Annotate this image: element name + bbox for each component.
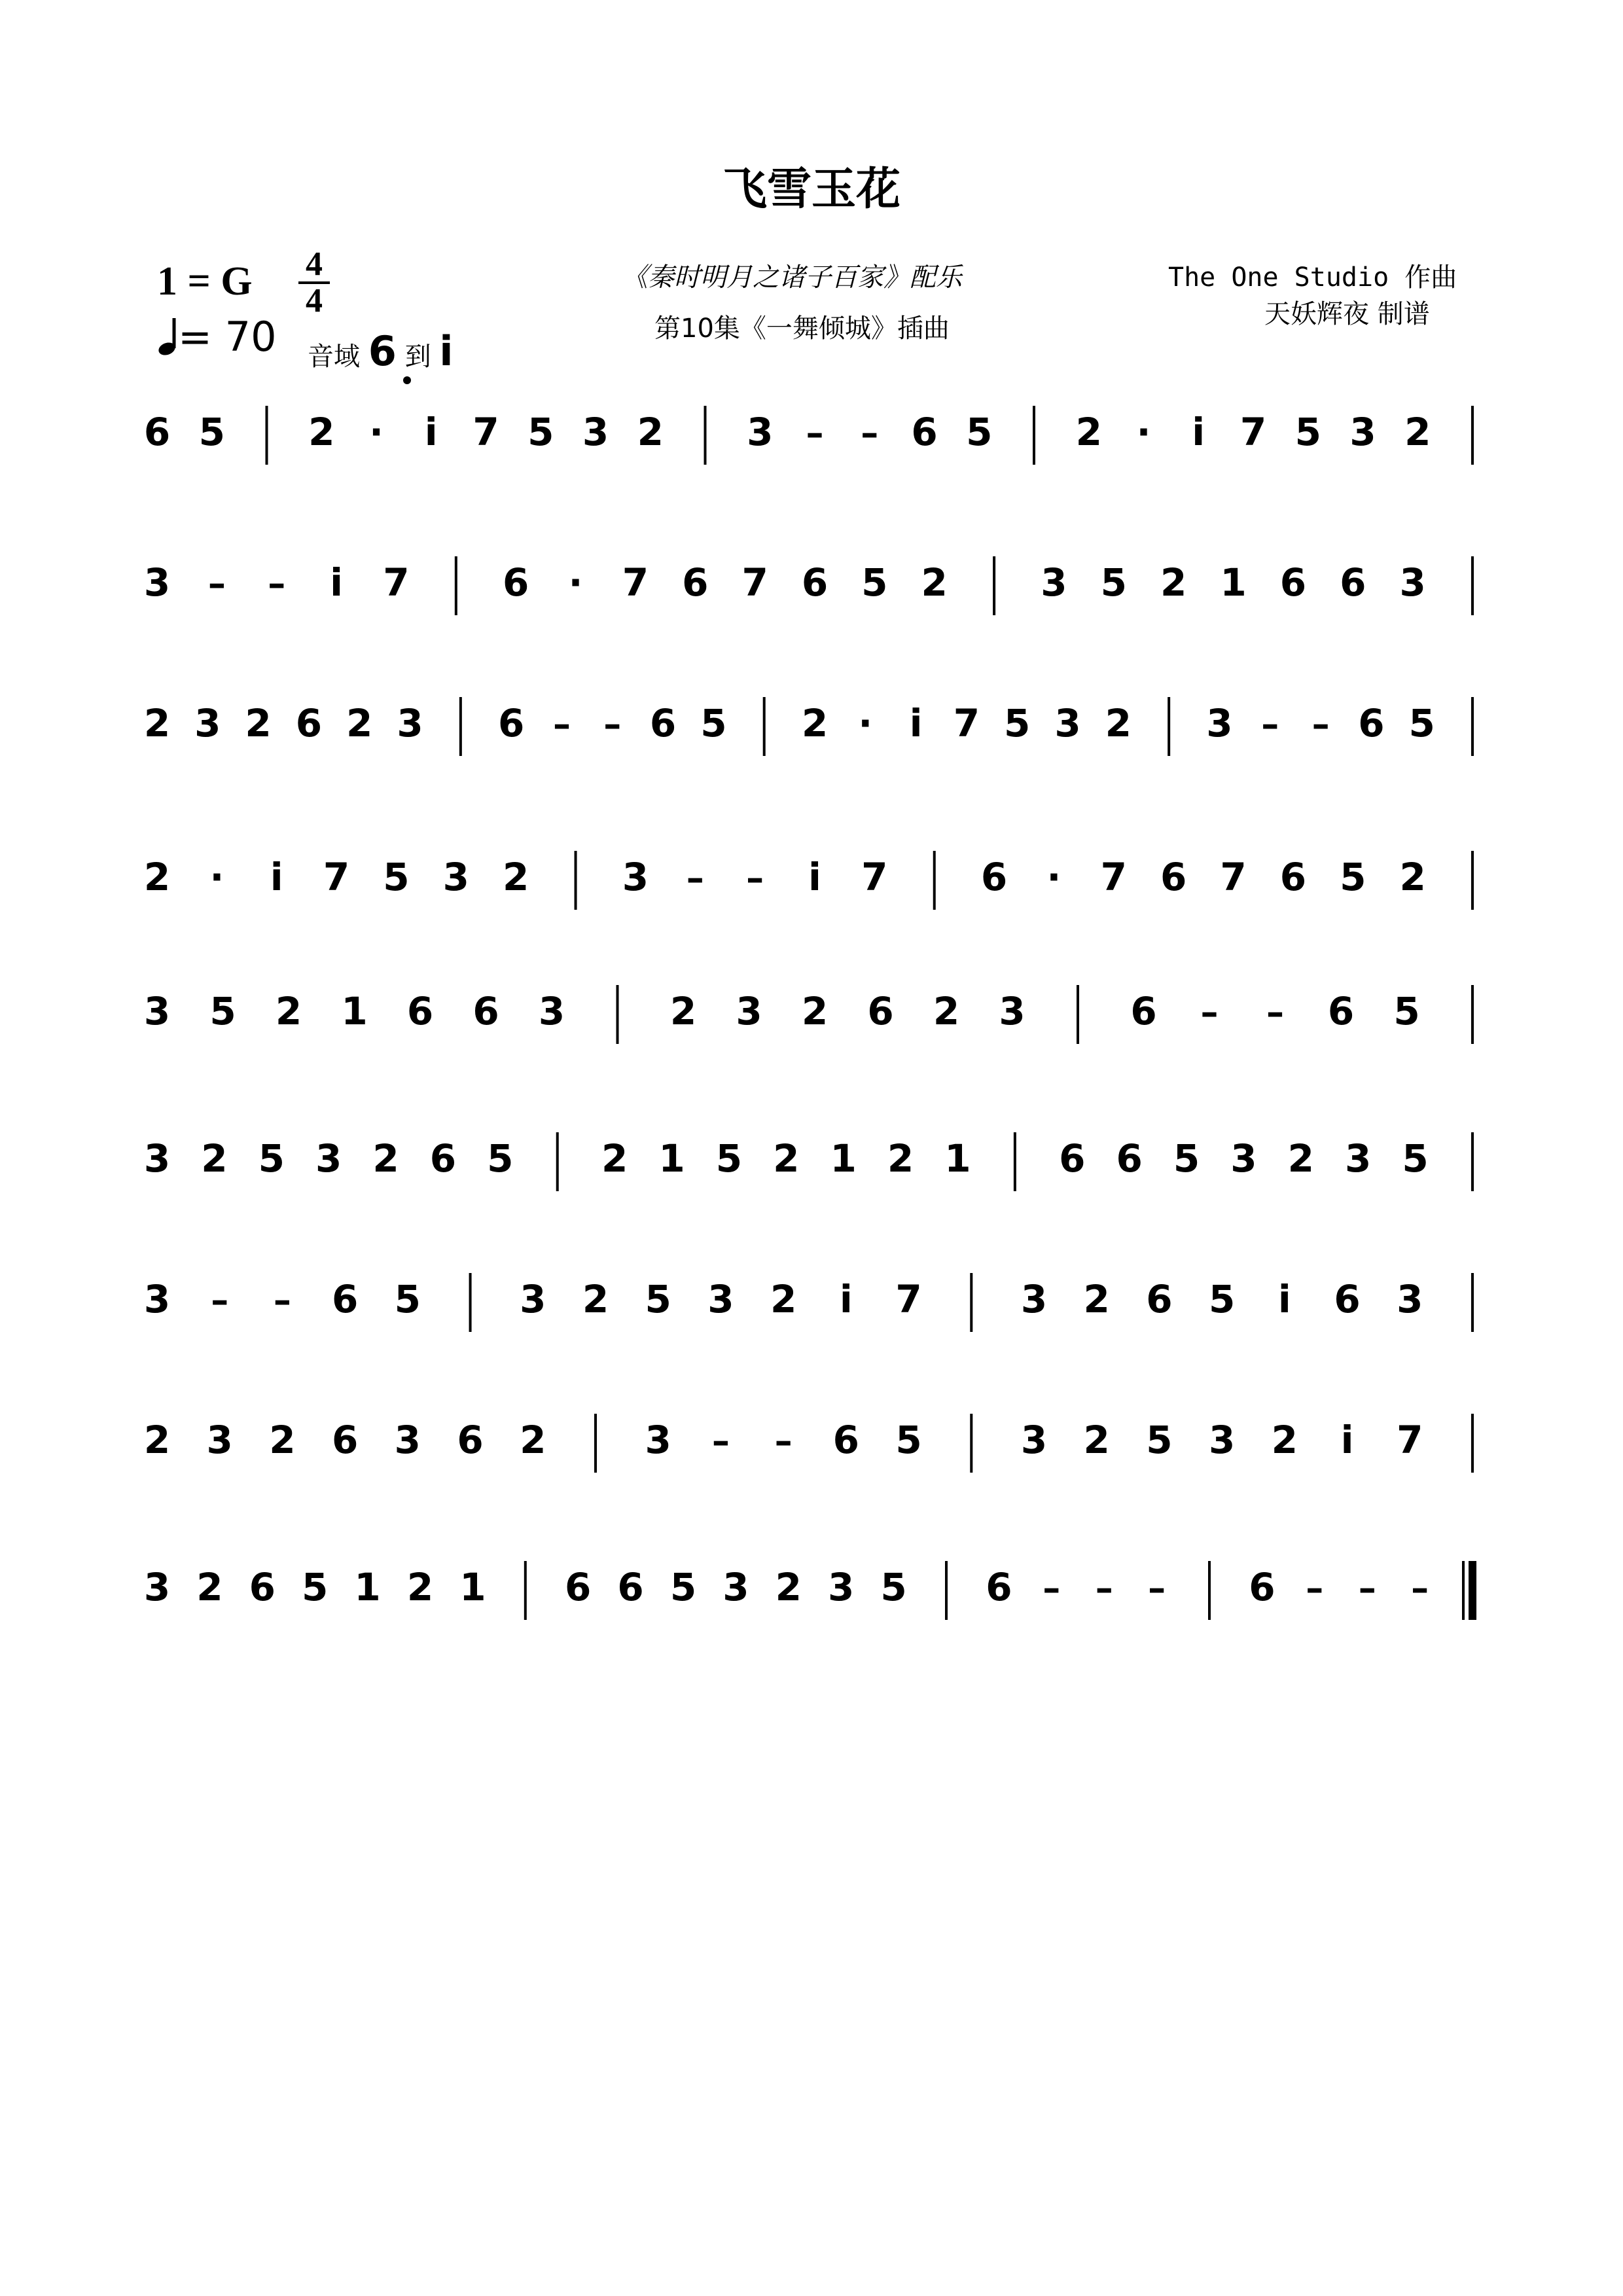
note: 6 bbox=[801, 560, 829, 605]
source-line-2: 第10集《一舞倾城》插曲 bbox=[654, 314, 950, 344]
note: 6 bbox=[911, 410, 938, 454]
note: 3 bbox=[315, 1136, 342, 1181]
note: 6 bbox=[986, 1565, 1012, 1609]
dash-sustain: – bbox=[686, 857, 704, 899]
dash-sustain: – bbox=[1200, 992, 1219, 1033]
dash-sustain: – bbox=[1311, 704, 1330, 745]
note: i bbox=[808, 855, 821, 899]
dash-sustain: – bbox=[1266, 992, 1284, 1033]
note: 3 bbox=[1349, 410, 1376, 454]
note: 1 bbox=[658, 1136, 685, 1181]
note: 5 bbox=[1294, 410, 1321, 454]
note: 2 bbox=[637, 410, 664, 454]
note: 6 bbox=[1327, 989, 1355, 1033]
note: 1 bbox=[341, 989, 368, 1033]
note: 2 bbox=[775, 1565, 802, 1609]
dash-sustain: – bbox=[211, 1280, 229, 1321]
note: i bbox=[1277, 1277, 1291, 1321]
note: 7 bbox=[741, 560, 768, 605]
note: 5 bbox=[1173, 1136, 1200, 1181]
source-line-1: 《秦时明月之诸子百家》配乐 bbox=[622, 262, 962, 293]
note: 5 bbox=[700, 701, 727, 745]
note: 2 bbox=[201, 1136, 228, 1181]
note: 2 bbox=[773, 1136, 800, 1181]
dash-sustain: – bbox=[1358, 1568, 1376, 1609]
note: 5 bbox=[527, 410, 554, 454]
time-signature-numerator: 4 bbox=[306, 245, 323, 283]
augmentation-dot: · bbox=[568, 560, 583, 605]
note: 6 bbox=[1059, 1136, 1086, 1181]
note: 3 bbox=[1206, 701, 1233, 745]
augmentation-dot: · bbox=[209, 855, 224, 899]
note: 3 bbox=[397, 701, 423, 745]
note: i bbox=[1340, 1418, 1354, 1462]
note: 2 bbox=[601, 1136, 628, 1181]
dash-sustain: – bbox=[711, 1420, 730, 1462]
note: 6 bbox=[1160, 855, 1187, 899]
page-title: 飞雪玉花 bbox=[722, 164, 901, 215]
arranger-credit: 天妖辉夜 制谱 bbox=[1264, 299, 1430, 329]
note: 7 bbox=[1100, 855, 1127, 899]
note: 6 bbox=[565, 1565, 592, 1609]
note: i bbox=[909, 701, 923, 745]
note: 5 bbox=[258, 1136, 285, 1181]
note: 6 bbox=[649, 701, 677, 745]
note: 5 bbox=[715, 1136, 743, 1181]
note: 3 bbox=[747, 410, 774, 454]
note: 5 bbox=[1004, 701, 1031, 745]
note: 3 bbox=[394, 1418, 421, 1462]
note: 6 bbox=[429, 1136, 457, 1181]
note: 3 bbox=[736, 989, 762, 1033]
augmentation-dot: · bbox=[368, 410, 384, 454]
augmentation-dot: · bbox=[1046, 855, 1061, 899]
note: 6 bbox=[473, 989, 499, 1033]
dash-sustain: – bbox=[268, 563, 286, 604]
note: 2 bbox=[1399, 855, 1426, 899]
note: 3 bbox=[143, 1565, 171, 1609]
note: 2 bbox=[1083, 1418, 1110, 1462]
note: 3 bbox=[582, 410, 609, 454]
note: 6 bbox=[1279, 560, 1307, 605]
note: 6 bbox=[1340, 560, 1366, 605]
note: 6 bbox=[867, 989, 894, 1033]
note: 3 bbox=[538, 989, 565, 1033]
note: i bbox=[839, 1277, 853, 1321]
note: 2 bbox=[933, 989, 960, 1033]
note: 3 bbox=[1230, 1136, 1257, 1181]
note: 2 bbox=[372, 1136, 399, 1181]
note: 2 bbox=[269, 1418, 296, 1462]
note: 7 bbox=[861, 855, 888, 899]
note: 6 bbox=[832, 1418, 860, 1462]
note: 7 bbox=[1220, 855, 1247, 899]
note: i bbox=[1192, 410, 1205, 454]
dash-sustain: – bbox=[1043, 1568, 1061, 1609]
note: 6 bbox=[1146, 1277, 1173, 1321]
note: 3 bbox=[722, 1565, 749, 1609]
note: 7 bbox=[1240, 410, 1267, 454]
note: 3 bbox=[707, 1277, 734, 1321]
dash-sustain: – bbox=[746, 857, 764, 899]
note: 5 bbox=[1402, 1136, 1429, 1181]
note: 6 bbox=[1130, 989, 1157, 1033]
dash-sustain: – bbox=[603, 704, 622, 745]
note: 2 bbox=[1075, 410, 1102, 454]
note: 5 bbox=[1340, 855, 1366, 899]
note: 6 bbox=[1249, 1565, 1275, 1609]
dash-sustain: – bbox=[1095, 1568, 1113, 1609]
time-signature-denominator: 4 bbox=[306, 282, 323, 319]
composer-credit: The One Studio 作曲 bbox=[1168, 262, 1457, 293]
note: 7 bbox=[953, 701, 980, 745]
note: 3 bbox=[1397, 1277, 1423, 1321]
dash-sustain: – bbox=[861, 412, 879, 454]
note: 2 bbox=[921, 560, 948, 605]
note: 2 bbox=[669, 989, 697, 1033]
note: 6 bbox=[682, 560, 709, 605]
dash-sustain: – bbox=[273, 1280, 291, 1321]
note: 2 bbox=[275, 989, 302, 1033]
note: 6 bbox=[1116, 1136, 1143, 1181]
note: 6 bbox=[1279, 855, 1307, 899]
note: 5 bbox=[1146, 1418, 1173, 1462]
key-signature: 1 = G bbox=[157, 259, 253, 304]
note: 2 bbox=[582, 1277, 609, 1321]
note: 5 bbox=[394, 1277, 421, 1321]
note: 5 bbox=[645, 1277, 671, 1321]
dash-sustain: – bbox=[774, 1420, 793, 1462]
note: 2 bbox=[1160, 560, 1187, 605]
note: 6 bbox=[331, 1418, 359, 1462]
note: 3 bbox=[143, 989, 171, 1033]
note: 2 bbox=[520, 1418, 546, 1462]
note: 6 bbox=[1358, 701, 1385, 745]
note: 3 bbox=[520, 1277, 546, 1321]
note: 3 bbox=[442, 855, 469, 899]
dash-sustain: – bbox=[1411, 1568, 1429, 1609]
note: 2 bbox=[1404, 410, 1431, 454]
note: 5 bbox=[383, 855, 410, 899]
note: 2 bbox=[143, 701, 171, 745]
note: 5 bbox=[302, 1565, 329, 1609]
note: 2 bbox=[346, 701, 373, 745]
note: 5 bbox=[1100, 560, 1127, 605]
note: 6 bbox=[1334, 1277, 1361, 1321]
note: 6 bbox=[143, 410, 171, 454]
dash-sustain: – bbox=[552, 704, 571, 745]
note: 6 bbox=[617, 1565, 644, 1609]
note: 2 bbox=[503, 855, 529, 899]
note: 6 bbox=[503, 560, 529, 605]
note: 6 bbox=[980, 855, 1008, 899]
note: 2 bbox=[308, 410, 335, 454]
augmentation-dot: · bbox=[858, 701, 873, 745]
note: 5 bbox=[1208, 1277, 1236, 1321]
dash-sustain: – bbox=[1306, 1568, 1324, 1609]
note: 3 bbox=[1041, 560, 1067, 605]
note: 3 bbox=[143, 1277, 171, 1321]
note: i bbox=[424, 410, 438, 454]
note: 5 bbox=[1408, 701, 1435, 745]
note: 2 bbox=[801, 989, 829, 1033]
note: 2 bbox=[770, 1277, 797, 1321]
note: 3 bbox=[828, 1565, 855, 1609]
note: 2 bbox=[406, 1565, 434, 1609]
note: 3 bbox=[1345, 1136, 1372, 1181]
note: 2 bbox=[801, 701, 829, 745]
note: 2 bbox=[1105, 701, 1132, 745]
note: 6 bbox=[457, 1418, 484, 1462]
range-label: 音域 bbox=[308, 342, 360, 372]
note: 7 bbox=[1397, 1418, 1423, 1462]
dash-sustain: – bbox=[207, 563, 226, 604]
note: 5 bbox=[669, 1565, 697, 1609]
note: 6 bbox=[497, 701, 525, 745]
note: 5 bbox=[966, 410, 993, 454]
note: 7 bbox=[383, 560, 410, 605]
note: 2 bbox=[887, 1136, 914, 1181]
note: 2 bbox=[143, 855, 171, 899]
note: 2 bbox=[1271, 1418, 1298, 1462]
note: 7 bbox=[473, 410, 499, 454]
note: 2 bbox=[1287, 1136, 1315, 1181]
note: 7 bbox=[895, 1277, 922, 1321]
note: 3 bbox=[622, 855, 649, 899]
note: 6 bbox=[406, 989, 434, 1033]
note: 3 bbox=[206, 1418, 233, 1462]
note: 3 bbox=[1020, 1418, 1048, 1462]
dash-sustain: – bbox=[1148, 1568, 1166, 1609]
dash-sustain: – bbox=[1261, 704, 1279, 745]
note: 2 bbox=[143, 1418, 171, 1462]
note: 5 bbox=[1393, 989, 1420, 1033]
note: 2 bbox=[196, 1565, 223, 1609]
note: 6 bbox=[295, 701, 323, 745]
note: 2 bbox=[245, 701, 272, 745]
dash-sustain: – bbox=[806, 412, 824, 454]
note: 1 bbox=[944, 1136, 971, 1181]
note: 3 bbox=[1054, 701, 1081, 745]
note: 5 bbox=[209, 989, 236, 1033]
note: 3 bbox=[143, 1136, 171, 1181]
note: 3 bbox=[1020, 1277, 1048, 1321]
note: 3 bbox=[194, 701, 221, 745]
note: 6 bbox=[331, 1277, 359, 1321]
range-low-note: 6 bbox=[368, 327, 397, 375]
note: 3 bbox=[1399, 560, 1426, 605]
range-to: 到 bbox=[404, 342, 431, 372]
note: 3 bbox=[645, 1418, 671, 1462]
tempo-value: = 70 bbox=[178, 313, 277, 361]
note: 7 bbox=[622, 560, 649, 605]
note: 6 bbox=[249, 1565, 276, 1609]
note: 3 bbox=[1208, 1418, 1236, 1462]
note: 1 bbox=[1220, 560, 1247, 605]
note: 3 bbox=[999, 989, 1026, 1033]
note: 5 bbox=[861, 560, 888, 605]
note: 5 bbox=[487, 1136, 514, 1181]
note: 7 bbox=[323, 855, 350, 899]
note: 5 bbox=[198, 410, 225, 454]
note: 1 bbox=[354, 1565, 381, 1609]
note: 1 bbox=[459, 1565, 486, 1609]
note: 5 bbox=[895, 1418, 922, 1462]
note: 1 bbox=[830, 1136, 857, 1181]
note: 2 bbox=[1083, 1277, 1110, 1321]
note: 3 bbox=[143, 560, 171, 605]
note: 5 bbox=[880, 1565, 907, 1609]
range-high-note: i bbox=[439, 327, 454, 375]
note: i bbox=[270, 855, 283, 899]
augmentation-dot: · bbox=[1136, 410, 1151, 454]
note: i bbox=[330, 560, 344, 605]
